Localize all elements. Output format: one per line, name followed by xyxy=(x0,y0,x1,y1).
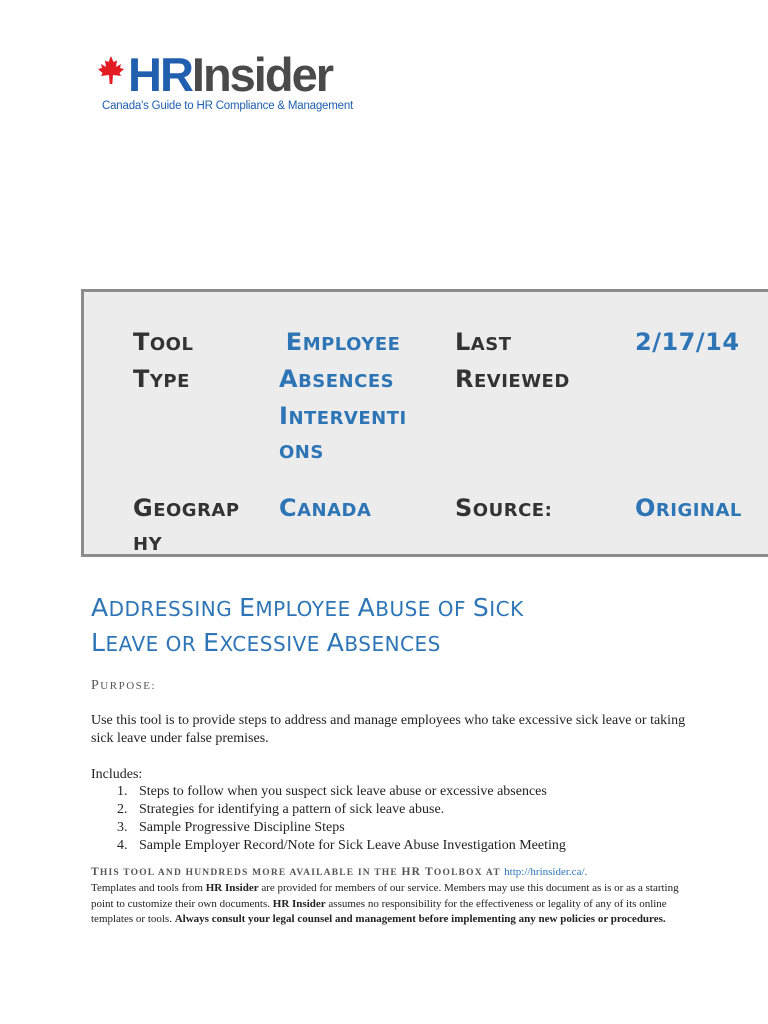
logo-wordmark: HRInsider xyxy=(128,48,332,101)
list-item: 2. Strategies for identifying a pattern of sick leave abuse. xyxy=(117,802,445,817)
list-item: 3. Sample Progressive Discipline Steps xyxy=(117,820,345,835)
hrinsider-link[interactable]: http://hrinsider.ca/. xyxy=(504,866,588,878)
last-reviewed-label: LAST REVIEWED xyxy=(455,328,570,393)
disclaimer-text: Templates and tools from HR Insider are provided for members of our service. Members may use this document as is or as a starting point to customize their own documents. HR Insider assumes no responsibility for the effectiveness or legality of any of its online templates or tools. Always consult your legal counsel and management before implementing any new policies or procedures. xyxy=(91,882,679,925)
source-value: ORIGINAL xyxy=(635,494,742,522)
tool-info-table xyxy=(81,289,768,557)
source-label: SOURCE: xyxy=(455,494,553,522)
toolbox-notice: THIS TOOL AND HUNDREDS MORE AVAILABLE IN THE HR TOOLBOX AT http://hrinsider.ca/. xyxy=(91,866,588,878)
tool-type-value: EMPLOYEE ABSENCES INTERVENTI ONS xyxy=(279,328,407,463)
geography-label: GEOGRAP HY xyxy=(133,494,240,555)
title-line-1: ADDRESSING EMPLOYEE ABUSE OF SICK xyxy=(91,593,524,622)
tool-type-label: TOOL TYPE xyxy=(133,328,194,393)
purpose-body: Use this tool is to provide steps to address and manage employees who take excessive sick leave or taking sick leave under false premises. xyxy=(91,713,686,746)
list-item: 1. Steps to follow when you suspect sick leave abuse or excessive absences xyxy=(117,784,547,799)
includes-label: Includes: xyxy=(91,767,143,782)
includes-list xyxy=(91,783,566,855)
maple-leaf-icon xyxy=(98,56,124,86)
hr-insider-logo xyxy=(98,50,398,120)
purpose-heading: PURPOSE: xyxy=(91,678,157,693)
logo-tagline: Canada's Guide to HR Compliance & Management xyxy=(102,100,354,112)
title-line-2: LEAVE OR EXCESSIVE ABSENCES xyxy=(91,628,441,657)
last-reviewed-value: 2/17/14 xyxy=(635,328,740,356)
document-title xyxy=(91,591,691,661)
list-item: 4. Sample Employer Record/Note for Sick Leave Abuse Investigation Meeting xyxy=(117,838,566,853)
geography-value: CANADA xyxy=(279,494,372,522)
